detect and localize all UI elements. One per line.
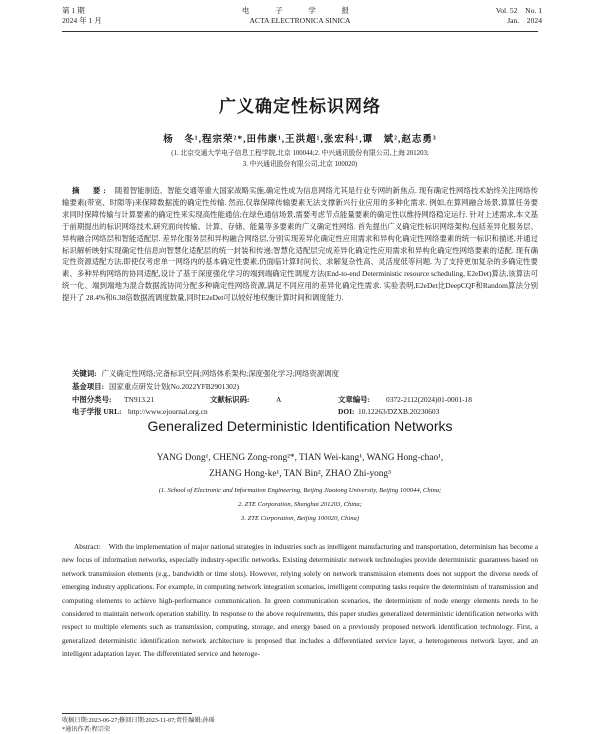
affiliation-cn-line: (1. 北京交通大学电子信息工程学院,北京 100044;2. 中兴通讯股份有限公司,上海 201203; [171,150,429,157]
abstract-cn-text: 随着智能制造、智能交通等重大国家战略实施,确定性成为信息网络尤其是行业专网的新焦点. 现有确定性网络技术始终关注网络传输要素(带宽、时隙等)来保障数据流的确定性传输. 然而,仅靠保障传输要素无法支撑新兴行业应用的多种化需求. 例如,在算网融合场景,算算任务要求同时保障传输与计算要素的确定性来实现高性能通信;在绿色通信场景,需要考虑节点能量要素的确定性以维持网络稳定运行. 针对上述需求,本文基于前期提出的标识网络技术,研究面向传输、计算、存储、能量等多要素的广义确定性网络. 首先提出广义确定性标识网络架构,包括差异化服务层、异构融合网络层和智能适配层. 差异化服务层和异构融合网络层,分别实现差异化确定性应用需求和异构化确定性网络要素的统一标识和描述,并通过标识解析映射实现确定性信息向智慧化适配层的统一封装和传递;智慧化适配层完成差异化确定性应用需求和异构化确定性网络要素的适配. 现有确定性资源适配方法,即使仅考虑单一网络内的基本确定性要素,仍面临计算时间长、求解复杂性高、灵活度低等问题. 为了支持更加复杂的多确定性要素、多种异构网络的协同适配,设计了基于深度强化学习的端到端确定性调度方法(End-to-end Deterministic resource scheduling, E2eDet)算法,该算法可统一化、端到端地为混合数据流协同分配多种确定性网络资源,满足不同应用的差异化确定性需求. 实验表明,E2eDet比DeepCQF和Random算法分别提升了 28.4%和6.38倍数据流调度数量,同时E2eDet可以较好地权衡计算时间和调度能力. [62,186,538,303]
clc-value: TN913.21 [124,395,155,404]
authors-cn: 杨 冬¹,程宗荣²*,田伟康¹,王洪超¹,张宏科¹,谭 斌²,赵志勇³ [163,135,437,145]
classification-row [62,394,538,405]
running-header-right [496,6,542,26]
keywords-cn-label: 关键词: [72,369,97,378]
header-rule [62,31,538,32]
article-number-label: 文章编号: [338,395,371,404]
authors-en-line: ZHANG Hong-ke¹, TAN Bin², ZHAO Zhi-yong³ [209,469,391,479]
volume-number: Vol. 52 No. 1 [495,6,542,15]
funding-cn-text: 国家重点研发计划(No.2022YFB2901302) [109,382,239,391]
issue-date: 2024 年 1 月 [62,16,102,25]
affiliation-en-line: 3. ZTE Corporation, Beijing 100020, China) [241,515,359,522]
footnote-received: 收稿日期:2023-06-27;修回日期:2023-11-07;责任编辑:孙瑶 [62,717,215,724]
abstract-cn-label: 摘 要: [72,186,109,195]
affiliation-en-line: (1. School of Electronic and Information Engineering, Beijing Jiaotong University, Beijing 100044, China; [158,487,442,494]
abstract-en-text: With the implementation of major national strategies in industries such as intelligent manufacturing and transportation, determinism has become a new focus of information networks, especially industry-specific networks. Existing deterministic network technologies provide deterministic guarantees based on network transmission elements (e.g., bandwidth or time slots). However, relying solely on network transmission elements does not support the diverse needs of emerging industry applications. For example, in computing network integration scenarios, intelligent computing tasks require the determinism of transmission and computing elements to achieve high-performance communication. In green communication scenarios, the determinism of node energy elements needs to be considered to maintain network operation stability. In response to the above requirements, this paper studies generalized deterministic identification networks with respect to multiple elements such as transmission, computing, storage, and energy based on a previously proposed network identification technology. First, a generalized deterministic identification network architecture is proposed that includes a differentiated service layer, a heterogeneous network layer, and an intelligent adaptation layer. The differentiated service and heteroge- [62,542,538,659]
abstract-en [62,540,538,661]
issue-number: 第 1 期 [62,6,85,15]
footnote-rule [62,713,192,714]
article-number-value: 0372-2112(2024)01-0001-18 [386,395,472,404]
footnote-corresponding-author: *通讯作者:程宗荣 [62,726,111,733]
issue-date-en: Jan. 2024 [507,16,542,25]
doi-label: DOI: [338,407,355,416]
journal-url-link[interactable]: http://www.ejournal.org.cn [128,407,208,416]
affiliation-en-line: 2. ZTE Corporation, Shanghai 201203, China; [238,501,362,508]
title-cn: 广义确定性标识网络 [219,97,381,116]
url-doi-row [62,406,538,417]
abstract-en-label: Abstract: [74,542,101,551]
keywords-cn [62,368,538,379]
clc-label: 中图分类号: [72,395,112,404]
abstract-cn [62,185,538,304]
title-en: Generalized Deterministic Identification Networks [147,418,453,434]
journal-name-en: ACTA ELECTRONICA SINICA [249,16,351,25]
authors-en-line: YANG Dong¹, CHENG Zong-rong²*, TIAN Wei-kang¹, WANG Hong-chao¹, [156,453,444,463]
doi-link[interactable]: 10.12263/DZXB.20230603 [358,407,440,416]
keywords-cn-text: 广义确定性网络;完备标识空间;网络体系架构;深度强化学习;网络资源调度 [101,369,339,378]
affiliation-cn-line: 3. 中兴通讯股份有限公司,北京 100020) [242,161,358,168]
doc-code-value: A [276,395,282,404]
funding-cn [62,381,538,392]
journal-url-label: 电子学报 URL: [72,407,122,416]
journal-name-cn: 电 子 学 报 [241,6,359,15]
doc-code-label: 文献标识码: [210,395,250,404]
funding-cn-label: 基金项目: [72,382,105,391]
